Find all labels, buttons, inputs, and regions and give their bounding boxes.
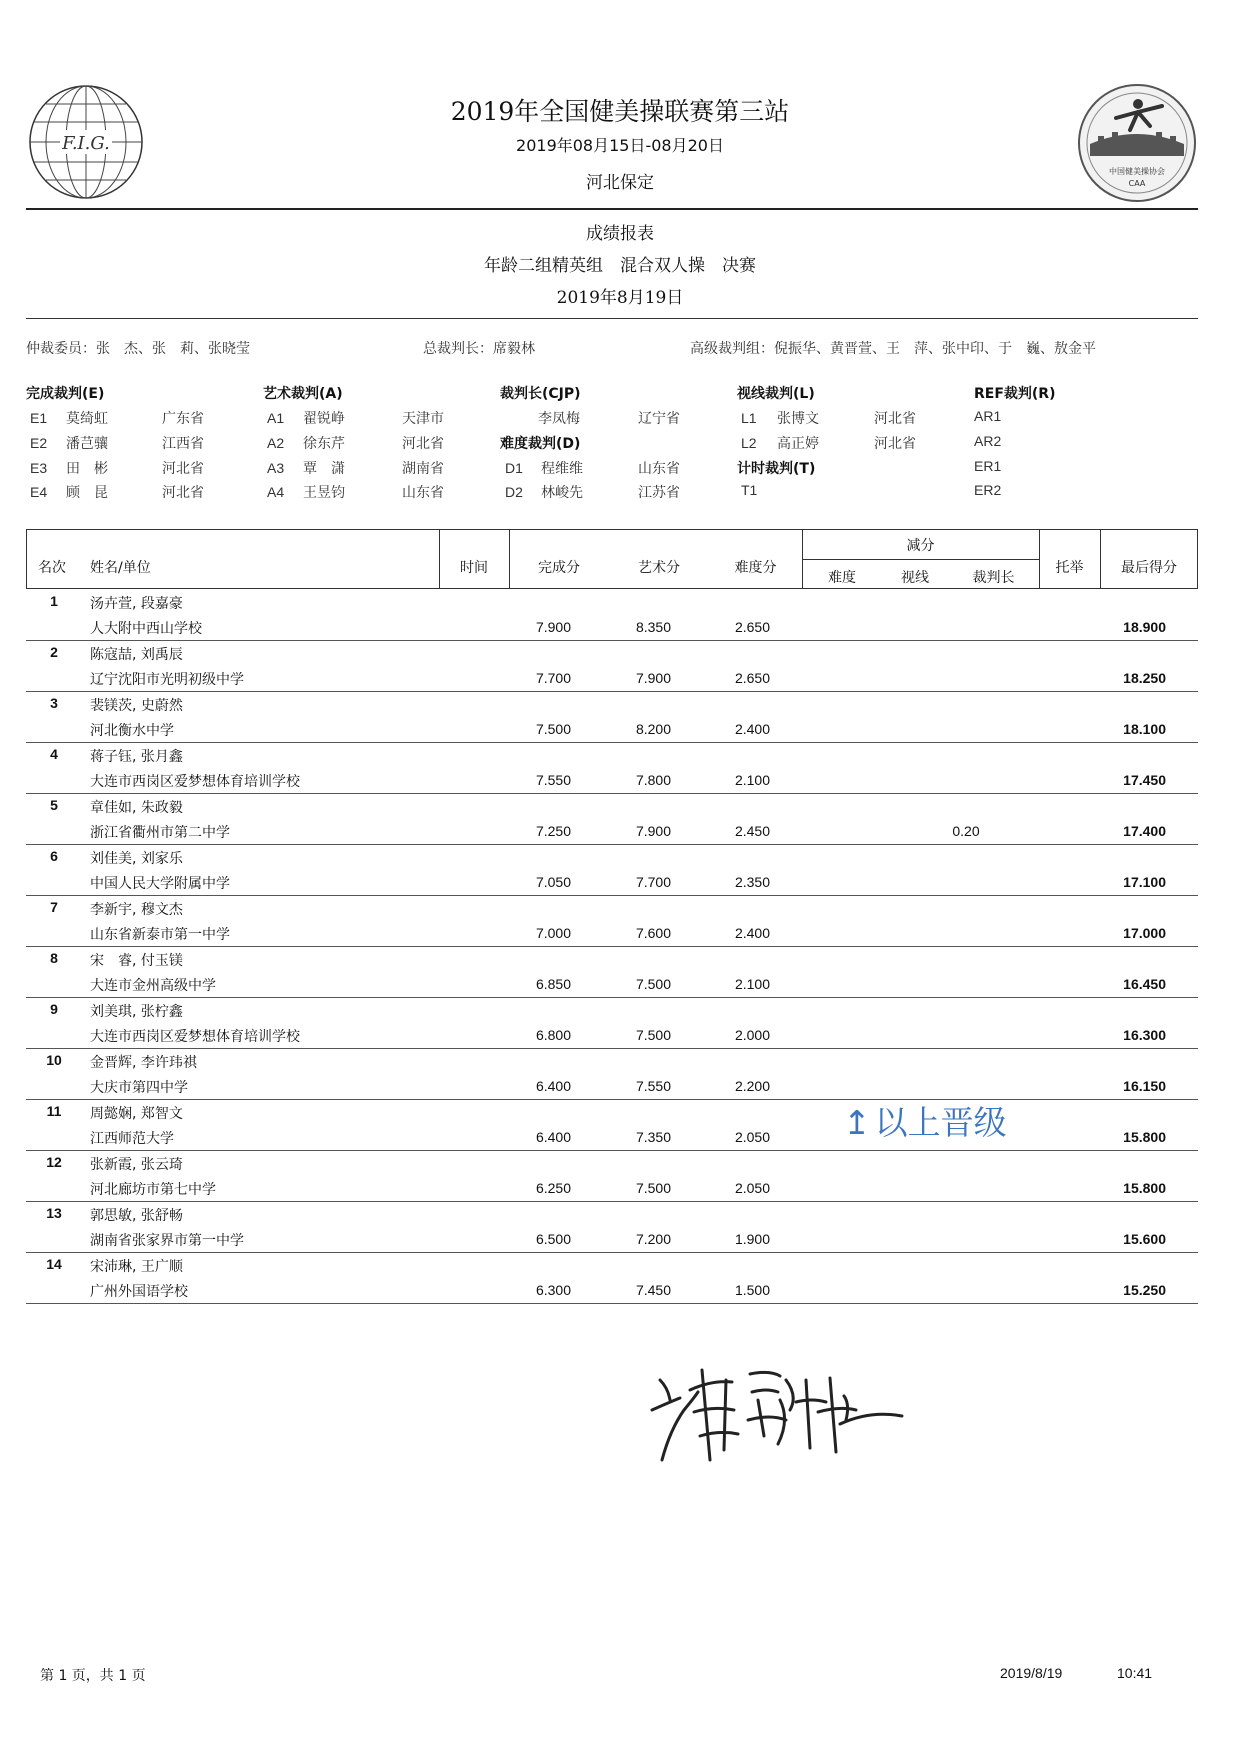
table-row — [26, 947, 1198, 998]
athlete-unit: 人大附中西山学校 — [90, 621, 202, 637]
table-row — [26, 1202, 1198, 1253]
header-ded-difficulty: 难度 — [828, 570, 856, 586]
header-rank: 名次 — [38, 560, 66, 576]
execution-score: 7.250 — [535, 823, 571, 839]
senior-judge-panel: 高级裁判组：倪振华、黄晋萱、王 萍、张中印、于 巍、敖金平 — [690, 341, 1096, 357]
execution-score: 7.000 — [535, 925, 571, 941]
chief-judge: 总裁判长：席毅林 — [423, 341, 535, 357]
cjp-panel-title: 裁判长(CJP) — [500, 386, 581, 402]
difficulty-judge-row: D1 程维维 山东省 — [505, 460, 680, 477]
execution-score: 7.900 — [535, 619, 571, 635]
fig-globe-logo — [26, 82, 146, 202]
rank: 11 — [46, 1103, 62, 1119]
artistic-score: 7.700 — [635, 874, 671, 890]
rank: 10 — [46, 1052, 62, 1068]
execution-score: 7.700 — [535, 670, 571, 686]
execution-score: 7.050 — [535, 874, 571, 890]
header-ded-line: 视线 — [901, 570, 929, 586]
header-difficulty: 难度分 — [734, 560, 777, 576]
final-score: 18.250 — [1123, 670, 1166, 686]
rank: 8 — [50, 950, 58, 966]
artistic-judge-row: A2 徐东芹 河北省 — [267, 435, 444, 452]
rank: 3 — [50, 695, 58, 711]
artistic-judge-row: A1 翟锐峥 天津市 — [267, 410, 444, 427]
artistic-score: 7.500 — [635, 1027, 671, 1043]
athlete-names: 汤卉萱, 段嘉豪 — [90, 596, 183, 612]
rank: 14 — [46, 1256, 62, 1272]
report-group: 年龄二组精英组 混合双人操 决赛 — [484, 256, 756, 276]
rank: 4 — [50, 746, 58, 762]
rank: 12 — [46, 1154, 62, 1170]
table-row — [26, 794, 1198, 845]
event-location: 河北保定 — [586, 173, 654, 193]
final-score: 17.450 — [1123, 772, 1166, 788]
header-execution: 完成分 — [538, 560, 580, 576]
header-divider — [26, 208, 1198, 210]
artistic-score: 8.200 — [635, 721, 671, 737]
artistic-score: 7.500 — [635, 1180, 671, 1196]
execution-score: 6.400 — [535, 1129, 571, 1145]
event-dates: 2019年08月15日-08月20日 — [516, 136, 724, 155]
artistic-score: 7.450 — [635, 1282, 671, 1298]
advance-note-text: 以上晋级 — [874, 1103, 1007, 1142]
rank: 1 — [50, 593, 58, 609]
difficulty-score: 2.400 — [734, 925, 770, 941]
athlete-names: 陈寇喆, 刘禹辰 — [90, 647, 183, 663]
execution-score: 6.850 — [535, 976, 571, 992]
table-row — [26, 692, 1198, 743]
chief-judge-signature — [640, 1340, 920, 1480]
table-row — [26, 590, 1198, 641]
execution-judge-row: E4 顾 昆 河北省 — [30, 484, 204, 501]
artistic-judge-row: A4 王昱钧 山东省 — [267, 484, 444, 501]
artistic-score: 8.350 — [635, 619, 671, 635]
athlete-names: 裴镁茨, 史蔚然 — [90, 698, 183, 714]
difficulty-score: 1.900 — [734, 1231, 770, 1247]
execution-score: 6.500 — [535, 1231, 571, 1247]
athlete-unit: 广州外国语学校 — [90, 1284, 188, 1300]
cjp-judge-row: 李凤梅 辽宁省 — [538, 411, 680, 427]
final-score: 18.900 — [1123, 619, 1166, 635]
athlete-names: 刘美琪, 张柠鑫 — [90, 1004, 183, 1020]
execution-judge-row: E1 莫绮虹 广东省 — [30, 410, 204, 427]
time-panel-title: 计时裁判(T) — [737, 461, 816, 477]
final-score: 17.000 — [1123, 925, 1166, 941]
athlete-unit: 江西师范大学 — [90, 1131, 174, 1147]
execution-judge-row: E2 潘芑骧 江西省 — [30, 435, 204, 452]
table-row — [26, 1253, 1198, 1304]
artistic-panel-title: 艺术裁判(A) — [263, 386, 343, 402]
final-score: 17.100 — [1123, 874, 1166, 890]
event-title: 2019年全国健美操联赛第三站 — [450, 97, 790, 126]
ref-judge-code: AR2 — [974, 433, 1002, 449]
table-row — [26, 743, 1198, 794]
rank: 7 — [50, 899, 58, 915]
artistic-score: 7.550 — [635, 1078, 671, 1094]
artistic-score: 7.200 — [635, 1231, 671, 1247]
execution-score: 6.250 — [535, 1180, 571, 1196]
fig-logo-text: F.I.G. — [62, 133, 110, 154]
caa-association-logo — [1076, 82, 1198, 204]
line-judge-row: L2 高正婷 河北省 — [741, 435, 916, 452]
artistic-score: 7.500 — [635, 976, 671, 992]
artistic-score: 7.900 — [635, 670, 671, 686]
final-score: 15.600 — [1123, 1231, 1166, 1247]
cjp-deduction: 0.20 — [952, 823, 980, 839]
table-row — [26, 845, 1198, 896]
artistic-score: 7.900 — [635, 823, 671, 839]
table-row — [26, 641, 1198, 692]
athlete-names: 刘佳美, 刘家乐 — [90, 851, 183, 867]
athlete-unit: 河北廊坊市第七中学 — [90, 1182, 216, 1198]
difficulty-score: 2.100 — [734, 772, 770, 788]
athlete-names: 金晋辉, 李许玮祺 — [90, 1055, 197, 1071]
header-ded-cjp: 裁判长 — [972, 570, 1015, 586]
ref-judge-code: ER2 — [974, 482, 1002, 498]
line-judge-row: L1 张博文 河北省 — [741, 410, 916, 427]
final-score: 15.800 — [1123, 1180, 1166, 1196]
print-date: 2019/8/19 — [1000, 1665, 1063, 1681]
athlete-unit: 山东省新泰市第一中学 — [90, 927, 230, 943]
athlete-unit: 中国人民大学附属中学 — [90, 876, 230, 892]
athlete-names: 郭思敏, 张舒畅 — [90, 1208, 183, 1224]
difficulty-score: 2.000 — [734, 1027, 770, 1043]
artistic-judge-row: A3 覃 潇 湖南省 — [267, 460, 444, 477]
difficulty-score: 2.350 — [734, 874, 770, 890]
difficulty-score: 2.650 — [734, 619, 770, 635]
table-row — [26, 1100, 1198, 1151]
page-indicator: 第 1 页，共 1 页 — [40, 1668, 146, 1684]
athlete-unit: 湖南省张家界市第一中学 — [90, 1233, 244, 1249]
athlete-names: 宋 睿, 付玉镁 — [90, 953, 183, 969]
print-time: 10:41 — [1117, 1665, 1153, 1681]
final-score: 18.100 — [1123, 721, 1166, 737]
advance-annotation — [843, 1097, 1007, 1144]
caa-logo-text: 中国健美操协会 — [1109, 167, 1165, 176]
header-time: 时间 — [460, 560, 488, 576]
rank: 5 — [50, 797, 58, 813]
execution-score: 6.400 — [535, 1078, 571, 1094]
header-lift: 托举 — [1055, 560, 1084, 576]
artistic-score: 7.350 — [635, 1129, 671, 1145]
athlete-unit: 大连市西岗区爱梦想体育培训学校 — [90, 774, 300, 790]
difficulty-score: 2.100 — [734, 976, 770, 992]
header-deductions: 减分 — [906, 538, 935, 554]
rank: 6 — [50, 848, 58, 864]
report-divider — [26, 318, 1198, 319]
header-final: 最后得分 — [1121, 560, 1177, 576]
table-row — [26, 1151, 1198, 1202]
artistic-score: 7.600 — [635, 925, 671, 941]
difficulty-score: 2.050 — [734, 1180, 770, 1196]
difficulty-score: 2.400 — [734, 721, 770, 737]
athlete-names: 李新宇, 穆文杰 — [90, 902, 183, 918]
execution-judge-row: E3 田 彬 河北省 — [30, 460, 204, 477]
execution-score: 6.800 — [535, 1027, 571, 1043]
difficulty-score: 2.200 — [734, 1078, 770, 1094]
table-row — [26, 896, 1198, 947]
time-judge-code: T1 — [741, 482, 758, 498]
rank: 13 — [46, 1205, 62, 1221]
difficulty-score: 1.500 — [734, 1282, 770, 1298]
table-row — [26, 1049, 1198, 1100]
execution-score: 7.550 — [535, 772, 571, 788]
athlete-unit: 辽宁沈阳市光明初级中学 — [90, 672, 244, 688]
athlete-unit: 大庆市第四中学 — [90, 1080, 188, 1096]
rank: 2 — [50, 644, 58, 660]
ref-judge-code: ER1 — [974, 458, 1002, 474]
final-score: 15.250 — [1123, 1282, 1166, 1298]
athlete-names: 周懿娴, 郑智文 — [90, 1106, 183, 1122]
execution-panel-title: 完成裁判(E) — [26, 386, 105, 402]
athlete-unit: 大连市西岗区爱梦想体育培训学校 — [90, 1029, 300, 1045]
final-score: 15.800 — [1123, 1129, 1166, 1145]
athlete-names: 宋沛琳, 王广顺 — [90, 1259, 183, 1275]
final-score: 16.450 — [1123, 976, 1166, 992]
caa-logo-abbr: CAA — [1128, 179, 1146, 188]
difficulty-score: 2.650 — [734, 670, 770, 686]
ref-judge-code: AR1 — [974, 408, 1002, 424]
ref-panel-title: REF裁判(R) — [974, 386, 1056, 402]
difficulty-panel-title: 难度裁判(D) — [500, 436, 581, 452]
report-date: 2019年8月19日 — [556, 288, 684, 308]
difficulty-judge-row: D2 林峻先 江苏省 — [505, 484, 680, 501]
artistic-score: 7.800 — [635, 772, 671, 788]
table-row — [26, 998, 1198, 1049]
final-score: 16.150 — [1123, 1078, 1166, 1094]
athlete-unit: 河北衡水中学 — [90, 723, 174, 739]
execution-score: 7.500 — [535, 721, 571, 737]
execution-score: 6.300 — [535, 1282, 571, 1298]
difficulty-score: 2.050 — [734, 1129, 770, 1145]
athlete-names: 蒋子钰, 张月鑫 — [90, 749, 183, 765]
difficulty-score: 2.450 — [734, 823, 770, 839]
rank: 9 — [50, 1001, 58, 1017]
header-name-unit: 姓名/单位 — [90, 560, 151, 576]
athlete-unit: 浙江省衢州市第二中学 — [90, 825, 230, 841]
final-score: 17.400 — [1123, 823, 1166, 839]
report-title: 成绩报表 — [586, 224, 654, 244]
up-arrow-icon: ↥ — [843, 1103, 871, 1142]
table-header — [26, 529, 1198, 589]
header-artistic: 艺术分 — [638, 560, 680, 576]
final-score: 16.300 — [1123, 1027, 1166, 1043]
athlete-names: 张新霞, 张云琦 — [90, 1157, 183, 1173]
athlete-unit: 大连市金州高级中学 — [90, 978, 216, 994]
line-panel-title: 视线裁判(L) — [737, 386, 815, 402]
athlete-names: 章佳如, 朱政毅 — [90, 800, 183, 816]
arbitration-committee: 仲裁委员：张 杰、张 莉、张晓莹 — [26, 341, 250, 357]
